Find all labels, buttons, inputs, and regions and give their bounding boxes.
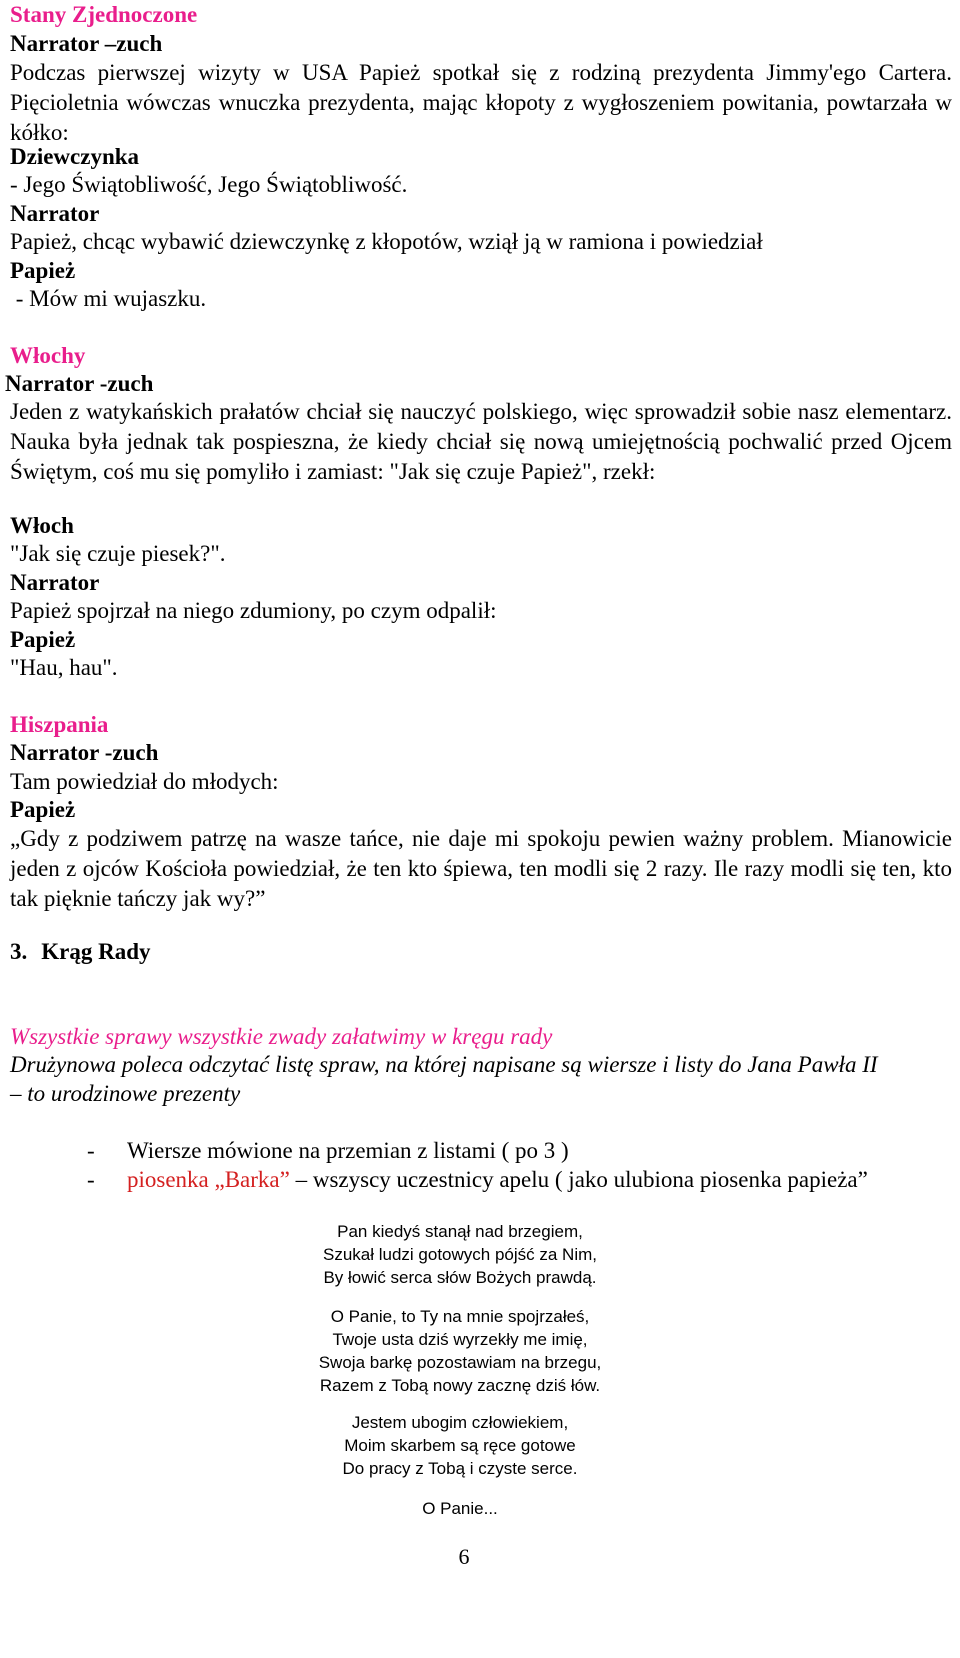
- italian-line: "Jak się czuje piesek?".: [10, 541, 226, 566]
- section-title: Krąg Rady: [41, 939, 151, 964]
- narrator-line: Papież, chcąc wybawić dziewczynkę z kłopotów, wziął ją w ramiona i powiedział: [10, 229, 763, 254]
- speaker-pope-italy: Papież: [10, 627, 76, 652]
- heading-usa: Stany Zjednoczone: [10, 2, 198, 27]
- paragraph-italy-intro: Jeden z watykańskich prałatów chciał się nauczyć polskiego, więc sprowadził sobie nasz elementarz. Nauka była jednak tak pospieszna, że kiedy chciał się nową umiejętnością pochwalić przed Ojcem Świętym, coś mu się pomyliło i zamiast: "Jak się czuje Papież", rzekł:: [10, 399, 952, 484]
- lyric-line: Moim skarbem są ręce gotowe: [344, 1436, 576, 1455]
- lyric-line: O Panie, to Ty na mnie spojrzałeś,: [330, 1307, 590, 1326]
- lyric-line: Swoja barkę pozostawiam na brzegu,: [318, 1353, 602, 1372]
- lyric-line: Szukał ludzi gotowych pójść za Nim,: [322, 1245, 597, 1264]
- pope-line-italy: "Hau, hau".: [10, 655, 118, 680]
- list-item-song: [127, 1165, 927, 1194]
- lyric-line: Twoje usta dziś wyrzekły me imię,: [332, 1330, 588, 1349]
- list-dash-2: -: [87, 1167, 95, 1192]
- speaker-pope: Papież: [10, 258, 76, 283]
- lyric-line: Razem z Tobą nowy zacznę dziś łów.: [319, 1376, 601, 1395]
- speaker-girl: Dziewczynka: [10, 144, 140, 169]
- song-title-highlight: piosenka „Barka”: [127, 1167, 290, 1192]
- speaker-narrator: Narrator: [10, 201, 100, 226]
- page-number: 6: [458, 1544, 470, 1569]
- speaker-narrator-zuch-spain: Narrator -zuch: [10, 740, 159, 765]
- paragraph-usa-intro: Podczas pierwszej wizyty w USA Papież spotkał się z rodziną prezydenta Jimmy'ego Cartera. Pięcioletnia wówczas wnuczka prezydenta, mając kłopoty z wygłoszeniem powitania, powtarzała w kółko:: [10, 60, 952, 145]
- girl-line: - Jego Świątobliwość, Jego Świątobliwość.: [10, 172, 408, 197]
- speaker-narrator-italy: Narrator: [10, 570, 100, 595]
- lyric-line: Jestem ubogim człowiekiem,: [351, 1413, 569, 1432]
- heading-italy: Włochy: [10, 343, 86, 368]
- list-item-poems: Wiersze mówione na przemian z listami ( po 3 ): [127, 1138, 569, 1163]
- song-stanza-1: [180, 1220, 740, 1289]
- section-number: 3.: [10, 939, 28, 964]
- song-stanza-2: [180, 1305, 740, 1397]
- narrator-line-spain: Tam powiedział do młodych:: [10, 769, 279, 794]
- speaker-pope-spain: Papież: [10, 797, 76, 822]
- speaker-narrator-zuch-italy: Narrator -zuch: [5, 371, 154, 396]
- lyric-line: Pan kiedyś stanął nad brzegiem,: [337, 1222, 583, 1241]
- pope-speech-spain: „Gdy z podziwem patrzę na wasze tańce, nie daje mi spokoju pewien ważny problem. Mianowicie jeden z ojców Kościoła powiedział, że ten kto śpiewa, ten modli się 2 razy. Ile razy modli się ten, kto tak pięknie tańczy jak wy?”: [10, 826, 952, 911]
- song-stanza-3: [180, 1411, 740, 1480]
- pope-line: - Mów mi wujaszku.: [10, 286, 207, 311]
- heading-spain: Hiszpania: [10, 712, 109, 737]
- speaker-narrator-zuch: Narrator –zuch: [10, 31, 163, 56]
- speaker-italian: Włoch: [10, 513, 74, 538]
- list-dash-1: -: [87, 1138, 95, 1163]
- narrator-line-italy: Papież spojrzał na niego zdumiony, po czym odpalił:: [10, 598, 497, 623]
- song-refrain: O Panie...: [422, 1499, 498, 1518]
- section-instruction: Drużynowa poleca odczytać listę spraw, na której napisane są wiersze i listy do Jana Pawła II – to urodzinowe prezenty: [10, 1052, 878, 1106]
- lyric-line: By łowić serca słów Bożych prawdą.: [323, 1268, 597, 1287]
- lyric-line: Do pracy z Tobą i czyste serce.: [342, 1459, 578, 1478]
- song-item-rest: – wszyscy uczestnicy apelu ( jako ulubiona piosenka papieża”: [289, 1167, 868, 1192]
- section-motto: Wszystkie sprawy wszystkie zwady załatwimy w kręgu rady: [10, 1024, 553, 1049]
- section-3-heading: [10, 937, 151, 967]
